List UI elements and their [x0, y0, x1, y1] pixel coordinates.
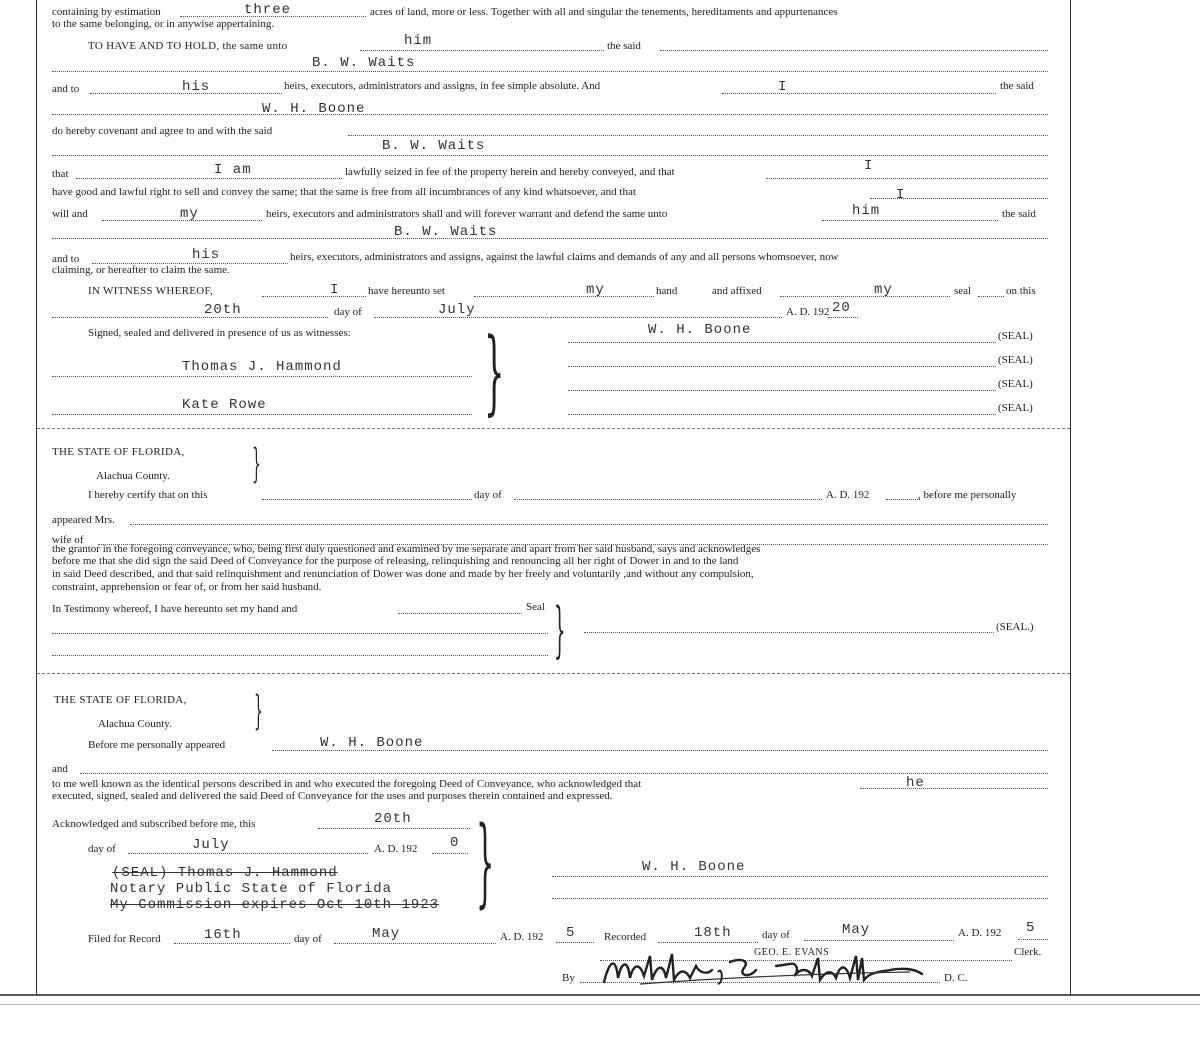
- seal-label-4: (SEAL): [998, 402, 1033, 414]
- dower-state: THE STATE OF FLORIDA,: [52, 446, 185, 458]
- filed-lead: Filed for Record: [88, 933, 161, 945]
- witness-lead: IN WITNESS WHEREOF,: [88, 285, 214, 297]
- page-bottom-rule-faint: [0, 1004, 1200, 1005]
- dc-label: D. C.: [944, 972, 968, 984]
- recorded-label: Recorded: [604, 931, 647, 943]
- filed-month: May: [372, 926, 401, 942]
- dower-seal-label: (SEAL.): [996, 621, 1034, 633]
- and-affixed-text: and affixed: [712, 285, 762, 297]
- blank-line: [860, 788, 1048, 789]
- recorded-ad: A. D. 192: [958, 927, 1002, 939]
- dower-day-of: day of: [474, 489, 502, 501]
- blank-line: [978, 296, 1004, 297]
- section-divider: [37, 673, 1070, 674]
- blank-line: [52, 71, 1048, 72]
- section-divider: [37, 428, 1070, 429]
- witness-2-name: Kate Rowe: [182, 397, 267, 413]
- seized-value: I: [864, 158, 874, 174]
- filed-day-of: day of: [294, 933, 322, 945]
- my-value-1: my: [586, 282, 605, 298]
- blank-line: [52, 655, 548, 656]
- dower-body-4: constraint, apprehension or fear of, or from her said husband.: [52, 581, 322, 593]
- blank-line: [556, 942, 594, 943]
- ack-bracket: }: [254, 688, 263, 734]
- blank-line: [780, 296, 950, 297]
- ack-appeared-name: W. H. Boone: [320, 735, 424, 751]
- ack-ad: A. D. 192: [374, 843, 418, 855]
- ack-county: Alachua County.: [98, 718, 172, 730]
- ack-signature-line-1: [552, 876, 1048, 877]
- heirs-text: heirs, executors, administrators and assigns, in fee simple absolute. And: [284, 80, 601, 92]
- dower-bracket: }: [252, 441, 261, 487]
- ack-state: THE STATE OF FLORIDA,: [54, 694, 187, 706]
- covenant-lead: do hereby covenant and agree to and with the said: [52, 125, 273, 137]
- testimony-text: In Testimony whereof, I have hereunto set my hand and: [52, 603, 298, 615]
- warrant-grantee: B. W. Waits: [394, 224, 498, 240]
- blank-line: [128, 853, 368, 854]
- blank-line: [262, 296, 366, 297]
- ack-month: July: [192, 837, 230, 853]
- by-label: By: [562, 972, 575, 984]
- blank-line: [822, 220, 998, 221]
- wife-of: wife of: [52, 534, 84, 546]
- his-value-2: his: [192, 247, 221, 263]
- blank-line: [80, 773, 1048, 774]
- blank-line: [886, 499, 920, 500]
- claims-text-2: claiming, or hereafter to claim the same.: [52, 264, 230, 276]
- filed-day: 16th: [204, 927, 242, 943]
- claims-text: heirs, executors, administrators and assigns, against the lawful claims and demands of any and all persons whomsoever, now: [290, 251, 839, 263]
- blank-line: [828, 317, 858, 318]
- ack-day-of: day of: [88, 843, 116, 855]
- covenant-grantee: B. W. Waits: [382, 138, 486, 154]
- and-to-label: and to: [52, 83, 80, 95]
- right-margin-rule: [1070, 0, 1071, 995]
- notary-line-2: Notary Public State of Florida: [110, 881, 393, 897]
- blank-line: [76, 178, 342, 179]
- ack-body-1-value: he: [906, 775, 925, 791]
- signer-name: W. H. Boone: [648, 322, 752, 338]
- recorded-day: 18th: [694, 925, 732, 941]
- on-this-text: on this: [1006, 285, 1036, 297]
- ack-year: 0: [450, 835, 460, 851]
- estimation-lead: containing by estimation: [52, 6, 161, 18]
- warrant-text: heirs, executors and administrators shall and will forever warrant and defend the same unto: [266, 208, 668, 220]
- seal-line-1: [568, 342, 996, 343]
- blank-line: [360, 50, 604, 51]
- blank-line: [514, 499, 822, 500]
- seal-line-2: [568, 366, 996, 367]
- witness-day: 20th: [204, 302, 242, 318]
- dower-county: Alachua County.: [96, 470, 170, 482]
- habendum-the-said: the said: [607, 40, 641, 52]
- witness-bracket: }: [484, 318, 505, 425]
- habendum-unto: him: [404, 33, 433, 49]
- his-value: his: [182, 79, 211, 95]
- witness-signature-line-2: [52, 414, 472, 415]
- seal-line-4: [568, 414, 996, 415]
- the-said-label-2: the said: [1002, 208, 1036, 220]
- grantor-name: W. H. Boone: [262, 101, 366, 117]
- estimation-rest: acres of land, more or less. Together with all and singular the tenements, hereditaments and appurtenances: [370, 6, 838, 18]
- blank-line: [348, 135, 1048, 136]
- witness-year: 20: [832, 300, 851, 316]
- blank-line: [660, 50, 1048, 51]
- dower-before-me: , before me personally: [918, 489, 1017, 501]
- filed-year: 5: [566, 925, 576, 941]
- seal-label-1: (SEAL): [998, 330, 1033, 342]
- blank-line: [584, 632, 994, 633]
- notary-line-1: (SEAL) Thomas J. Hammond: [112, 865, 338, 881]
- ack-body-2: executed, signed, sealed and delivered the said Deed of Conveyance for the uses and purposes therein contained and expressed.: [52, 790, 613, 802]
- recorded-year: 5: [1026, 920, 1036, 936]
- will-and-label: will and: [52, 208, 88, 220]
- ack-signer: W. H. Boone: [642, 859, 746, 875]
- blank-line: [334, 943, 496, 944]
- blank-line: [766, 178, 1048, 179]
- ack-and: and: [52, 763, 68, 775]
- and-value: I: [778, 79, 788, 95]
- have-set-text: have hereunto set: [368, 285, 445, 297]
- blank-line: [130, 524, 1048, 525]
- clerk-name: GEO. E. EVANS: [754, 947, 830, 958]
- and-to-label-2: and to: [52, 253, 80, 265]
- blank-line: [52, 238, 1048, 239]
- estimation-line2: to the same belonging, or in anywise appertaining.: [52, 18, 275, 30]
- certify-lead: I hereby certify that on this: [88, 489, 208, 501]
- blank-line: [52, 317, 328, 318]
- dower-body-3: in said Deed described, and that said relinquishment and renunciation of Dower was done and made by her freely and voluntarily ,and without any compulsion,: [52, 568, 754, 580]
- presence-text: Signed, sealed and delivered in presence of us as witnesses:: [88, 327, 351, 339]
- blank-line: [804, 940, 954, 941]
- recorded-day-of: day of: [762, 929, 790, 941]
- estimation-value: three: [244, 2, 292, 18]
- blank-line: [550, 317, 782, 318]
- blank-line: [1018, 939, 1048, 940]
- recorded-month: May: [842, 922, 871, 938]
- appeared-mrs: appeared Mrs.: [52, 514, 115, 526]
- dower-ad: A. D. 192: [826, 489, 870, 501]
- blank-line: [398, 613, 522, 614]
- clerk-label: Clerk.: [1014, 946, 1042, 958]
- dower-seal-word: Seal: [526, 601, 545, 613]
- left-margin-rule: [36, 0, 37, 995]
- notary-line-3: My Commission expires Oct 10th 1923: [110, 897, 440, 913]
- ad-text: A. D. 192: [786, 306, 830, 318]
- deputy-clerk-signature: [600, 948, 930, 992]
- that-value: I am: [214, 162, 252, 178]
- have-good-value: I: [896, 187, 906, 203]
- the-said-label: the said: [1000, 80, 1034, 92]
- hand-text: hand: [656, 285, 678, 297]
- seal-label-2: (SEAL): [998, 354, 1033, 366]
- ack-signature-line-2: [552, 898, 1048, 899]
- habendum-lead: TO HAVE AND TO HOLD, the same unto: [88, 40, 288, 52]
- blank-line: [262, 499, 472, 500]
- blank-line: [52, 633, 548, 634]
- blank-line: [318, 828, 470, 829]
- witness-month: July: [438, 302, 476, 318]
- dower-body-1: the grantor in the foregoing conveyance, who, being first duly questioned and examined by me separate and apart from her said husband, says and acknowledges: [52, 543, 761, 555]
- testimony-bracket: }: [554, 595, 566, 665]
- have-good-text: have good and lawful right to sell and convey the same; that the same is free from all incumbrances of any kind whatsoever, and that: [52, 186, 636, 198]
- warrant-value: him: [852, 203, 881, 219]
- blank-line: [174, 943, 290, 944]
- will-value: my: [180, 206, 199, 222]
- subscribed-lead: Acknowledged and subscribed before me, this: [52, 818, 256, 830]
- filed-ad: A. D. 192: [500, 931, 544, 943]
- that-label: that: [52, 168, 69, 180]
- blank-line: [722, 93, 996, 94]
- page-bottom-rule: [0, 994, 1200, 996]
- before-me-lead: Before me personally appeared: [88, 739, 226, 751]
- seal-line-3: [568, 390, 996, 391]
- witness-who: I: [330, 282, 340, 298]
- ack-notary-bracket: }: [476, 806, 495, 918]
- ack-body-1: to me well known as the identical persons described in and who executed the foregoing Deed of Conveyance, who acknowledged that: [52, 778, 642, 790]
- blank-line: [658, 942, 758, 943]
- blank-line: [474, 296, 654, 297]
- dower-body-2: before me that she did sign the said Deed of Conveyance for the purpose of releasing, relinquishing and renouncing all her right of Dower in and to the land: [52, 555, 739, 567]
- seal-label-3: (SEAL): [998, 378, 1033, 390]
- day-of-text: day of: [334, 306, 362, 318]
- my-value-2: my: [874, 282, 893, 298]
- habendum-grantee: B. W. Waits: [312, 55, 416, 71]
- witness-1-name: Thomas J. Hammond: [182, 359, 342, 375]
- seal-text: seal: [954, 285, 972, 297]
- witness-signature-line-1: [52, 376, 472, 377]
- seized-text: lawfully seized in fee of the property herein and hereby conveyed, and that: [345, 166, 675, 178]
- blank-line: [432, 853, 468, 854]
- blank-line: [52, 155, 1048, 156]
- blank-line: [52, 114, 1048, 115]
- ack-day: 20th: [374, 811, 412, 827]
